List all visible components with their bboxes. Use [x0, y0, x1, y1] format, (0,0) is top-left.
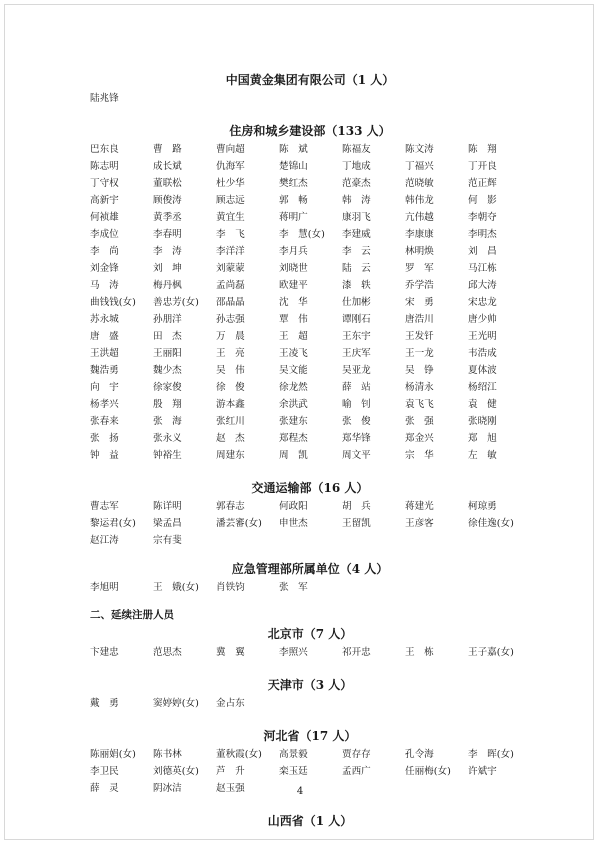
person-name: 邱大涛 [468, 280, 497, 291]
person-name: 谭刚石 [342, 314, 371, 325]
person-name: 李卫民 [90, 766, 119, 777]
person-name: 曲钱钱(女) [90, 297, 136, 308]
person-name: 许斌宇 [468, 766, 497, 777]
person-name: 卞建忠 [90, 647, 119, 658]
person-name: 张 强 [405, 416, 434, 427]
person-name: 郑程杰 [279, 433, 308, 444]
name-list-mot [90, 498, 530, 549]
person-name: 张 海 [153, 416, 182, 427]
section-title-tianjin: 天津市（3 人） [267, 678, 353, 692]
person-name: 李建威 [342, 229, 371, 240]
person-name: 高景毅 [279, 749, 308, 760]
person-name: 善忠芳(女) [153, 297, 199, 308]
person-name: 王 栋 [405, 647, 434, 658]
person-name: 刘 昌 [468, 246, 497, 257]
person-name: 周建东 [216, 450, 245, 461]
person-name: 李旭明 [90, 582, 119, 593]
person-name: 巴东良 [90, 144, 119, 155]
person-name: 任丽梅(女) [405, 766, 451, 777]
person-name: 郑 旭 [468, 433, 497, 444]
person-name: 陆兆锋 [90, 93, 119, 104]
person-name: 孟西广 [342, 766, 371, 777]
person-name: 王洪超 [90, 348, 119, 359]
person-name: 郭春志 [216, 501, 245, 512]
person-name: 范正辉 [468, 178, 497, 189]
person-name: 孔令海 [405, 749, 434, 760]
person-name: 黎运君(女) [90, 518, 136, 529]
person-name: 何 影 [468, 195, 497, 206]
person-name: 陈志明 [90, 161, 119, 172]
person-name: 郑华锋 [342, 433, 371, 444]
person-name: 楚锦山 [279, 161, 308, 172]
person-name: 陈详明 [153, 501, 182, 512]
person-name: 范晓敏 [405, 178, 434, 189]
person-name: 魏少杰 [153, 365, 182, 376]
person-name: 金占东 [216, 698, 245, 709]
person-name: 申世杰 [279, 518, 308, 529]
person-name: 王 亮 [216, 348, 245, 359]
person-name: 陆 云 [342, 263, 371, 274]
person-name: 殷 翔 [153, 399, 182, 410]
person-name: 李康康 [405, 229, 434, 240]
person-name: 何政阳 [279, 501, 308, 512]
person-name: 杨孝兴 [90, 399, 119, 410]
person-name: 丁守权 [90, 178, 119, 189]
person-name: 孙志强 [216, 314, 245, 325]
person-name: 张春来 [90, 416, 119, 427]
person-name: 丁福兴 [405, 161, 434, 172]
person-name: 董联松 [153, 178, 182, 189]
person-name: 张红川 [216, 416, 245, 427]
person-name: 陈 斌 [279, 144, 308, 155]
person-name: 陈文涛 [405, 144, 434, 155]
person-name: 戴 勇 [90, 698, 119, 709]
person-name: 吴文能 [279, 365, 308, 376]
person-name: 刘德英(女) [153, 766, 199, 777]
person-name: 窦婷婷(女) [153, 698, 199, 709]
person-name: 祁开忠 [342, 647, 371, 658]
person-name: 宋忠龙 [468, 297, 497, 308]
person-name: 余洪武 [279, 399, 308, 410]
person-name: 徐家俊 [153, 382, 182, 393]
person-name: 杜少华 [216, 178, 245, 189]
person-name: 杨清永 [405, 382, 434, 393]
person-name: 赵 杰 [216, 433, 245, 444]
person-name: 仕加彬 [342, 297, 371, 308]
person-name: 刘晓世 [279, 263, 308, 274]
person-name: 王 超 [279, 331, 308, 342]
person-name: 王一龙 [405, 348, 434, 359]
person-name: 韩伟龙 [405, 195, 434, 206]
person-name: 马 涛 [90, 280, 119, 291]
person-name: 王子嘉(女) [468, 647, 514, 658]
person-name: 范豪杰 [342, 178, 371, 189]
person-name: 蒋建光 [405, 501, 434, 512]
person-name: 赵玉强 [216, 783, 245, 794]
person-name: 刘蒙蒙 [216, 263, 245, 274]
person-name: 高新宇 [90, 195, 119, 206]
person-name: 向 宇 [90, 382, 119, 393]
person-name: 樊红杰 [279, 178, 308, 189]
person-name: 乔学浩 [405, 280, 434, 291]
person-name: 胡 兵 [342, 501, 371, 512]
person-name: 漆 轶 [342, 280, 371, 291]
person-name: 丁地成 [342, 161, 371, 172]
person-name: 李月兵 [279, 246, 308, 257]
person-name: 欧建平 [279, 280, 308, 291]
person-name: 栾玉廷 [279, 766, 308, 777]
document-body [90, 70, 530, 831]
person-name: 徐 俊 [216, 382, 245, 393]
person-name: 张晓刚 [468, 416, 497, 427]
person-name: 袁 健 [468, 399, 497, 410]
person-name: 蒋明广 [279, 212, 308, 223]
person-name: 王留凯 [342, 518, 371, 529]
person-name: 成长斌 [153, 161, 182, 172]
person-name: 钟裕生 [153, 450, 182, 461]
person-name: 张永义 [153, 433, 182, 444]
person-name: 杨绍江 [468, 382, 497, 393]
part-two-heading: 二、延续注册人员 [90, 609, 174, 621]
person-name: 唐少帅 [468, 314, 497, 325]
person-name: 万 晨 [216, 331, 245, 342]
person-name: 陈书林 [153, 749, 182, 760]
person-name: 李 晖(女) [468, 749, 514, 760]
name-list-beijing [90, 644, 530, 661]
person-name: 李 尚 [90, 246, 119, 257]
page-number: 4 [296, 786, 304, 797]
person-name: 徐佳逸(女) [468, 518, 514, 529]
person-name: 李 飞 [216, 229, 245, 240]
person-name: 宋 勇 [405, 297, 434, 308]
person-name: 柯琼勇 [468, 501, 497, 512]
person-name: 韦浩成 [468, 348, 497, 359]
person-name: 吴 伟 [216, 365, 245, 376]
person-name: 宗有斐 [153, 535, 182, 546]
section-title-hebei: 河北省（17 人） [263, 729, 357, 743]
person-name: 薛 站 [342, 382, 371, 393]
person-name: 何祯雄 [90, 212, 119, 223]
person-name: 宗 华 [405, 450, 434, 461]
person-name: 芦 升 [216, 766, 245, 777]
person-name: 曹志军 [90, 501, 119, 512]
person-name: 刘金锋 [90, 263, 119, 274]
person-name: 沈 华 [279, 297, 308, 308]
person-name: 李 涛 [153, 246, 182, 257]
person-name: 孙朋洋 [153, 314, 182, 325]
person-name: 郑金兴 [405, 433, 434, 444]
person-name: 吴亚龙 [342, 365, 371, 376]
person-name: 钟 益 [90, 450, 119, 461]
person-name: 李 云 [342, 246, 371, 257]
person-name: 冀 翼 [216, 647, 245, 658]
name-list-mem [90, 579, 530, 596]
section-title-mot: 交通运输部（16 人） [251, 481, 369, 495]
section-title-shanxi: 山西省（1 人） [267, 814, 353, 828]
person-name: 李春明 [153, 229, 182, 240]
person-name: 左 敏 [468, 450, 497, 461]
person-name: 王 娥(女) [153, 582, 199, 593]
person-name: 陈 翔 [468, 144, 497, 155]
name-list-tianjin [90, 695, 530, 712]
person-name: 张 军 [279, 582, 308, 593]
section-title-mohurd: 住房和城乡建设部（133 人） [229, 124, 391, 138]
person-name: 陈福友 [342, 144, 371, 155]
person-name: 董秋霞(女) [216, 749, 262, 760]
person-name: 曹向超 [216, 144, 245, 155]
person-name: 王光明 [468, 331, 497, 342]
person-name: 周文平 [342, 450, 371, 461]
person-name: 顾志远 [216, 195, 245, 206]
person-name: 唐浩川 [405, 314, 434, 325]
person-name: 周 凯 [279, 450, 308, 461]
person-name: 顾俊涛 [153, 195, 182, 206]
person-name: 刘 坤 [153, 263, 182, 274]
person-name: 薛 灵 [90, 783, 119, 794]
person-name: 潘芸審(女) [216, 518, 262, 529]
name-list-mohurd [90, 141, 530, 464]
person-name: 马江栋 [468, 263, 497, 274]
person-name: 陈丽娟(女) [90, 749, 136, 760]
person-name: 林明焕 [405, 246, 434, 257]
person-name: 田 杰 [153, 331, 182, 342]
person-name: 王丽阳 [153, 348, 182, 359]
person-name: 贾存存 [342, 749, 371, 760]
person-name: 覃 伟 [279, 314, 308, 325]
person-name: 游本鑫 [216, 399, 245, 410]
person-name: 张 扬 [90, 433, 119, 444]
name-list-china-gold [90, 90, 530, 107]
person-name: 郭 畅 [279, 195, 308, 206]
person-name: 仇海军 [216, 161, 245, 172]
person-name: 邵晶晶 [216, 297, 245, 308]
person-name: 王凌飞 [279, 348, 308, 359]
person-name: 王东宇 [342, 331, 371, 342]
person-name: 康羽飞 [342, 212, 371, 223]
person-name: 王庆军 [342, 348, 371, 359]
person-name: 罗 军 [405, 263, 434, 274]
person-name: 李 慧(女) [279, 229, 325, 240]
person-name: 李照兴 [279, 647, 308, 658]
section-title-china-gold: 中国黄金集团有限公司（1 人） [225, 73, 395, 87]
person-name: 范思杰 [153, 647, 182, 658]
person-name: 徐龙然 [279, 382, 308, 393]
person-name: 李明杰 [468, 229, 497, 240]
person-name: 黄宜生 [216, 212, 245, 223]
person-name: 唐 盛 [90, 331, 119, 342]
person-name: 夏体波 [468, 365, 497, 376]
person-name: 孟尚磊 [216, 280, 245, 291]
person-name: 曹 路 [153, 144, 182, 155]
person-name: 王彦客 [405, 518, 434, 529]
person-name: 丁开良 [468, 161, 497, 172]
person-name: 张 俊 [342, 416, 371, 427]
person-name: 赵江涛 [90, 535, 119, 546]
person-name: 喻 钊 [342, 399, 371, 410]
person-name: 李朝夺 [468, 212, 497, 223]
section-title-beijing: 北京市（7 人） [267, 627, 353, 641]
person-name: 苏永城 [90, 314, 119, 325]
person-name: 李成位 [90, 229, 119, 240]
section-title-mem: 应急管理部所属单位（4 人） [231, 562, 389, 576]
person-name: 魏浩勇 [90, 365, 119, 376]
person-name: 黄季丞 [153, 212, 182, 223]
person-name: 梁孟昌 [153, 518, 182, 529]
person-name: 李洋洋 [216, 246, 245, 257]
person-name: 梅丹枫 [153, 280, 182, 291]
person-name: 吴 铮 [405, 365, 434, 376]
person-name: 袁飞飞 [405, 399, 434, 410]
person-name: 王发钎 [405, 331, 434, 342]
person-name: 阴冰洁 [153, 783, 182, 794]
person-name: 肖铁钧 [216, 582, 245, 593]
person-name: 亢伟越 [405, 212, 434, 223]
person-name: 韩 涛 [342, 195, 371, 206]
person-name: 张建东 [279, 416, 308, 427]
